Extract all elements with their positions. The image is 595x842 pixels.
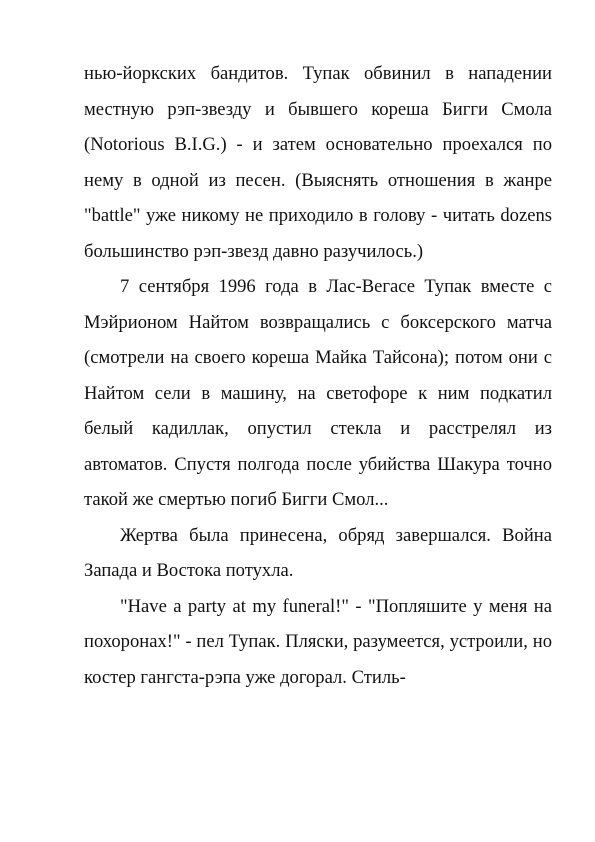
paragraph-funeral: "Have a party at my funeral!" - "Попляшите у меня на похоронах!" - пел Тупак. Пляски, разумеется, устроили, но костер гангста-рэпа уже догорал. Стиль- bbox=[84, 595, 552, 688]
paragraph-sacrifice: Жертва была принесена, обряд завершался. Война Запада и Востока потухла. bbox=[84, 524, 552, 581]
paragraph-shooting: 7 сентября 1996 года в Лас-Вегасе Тупак вместе с Мэйрионом Найтом возвращались с боксерского матча (смотрели на своего кореша Майка Тайсона); потом они с Найтом сели в машину, на светофоре к ним подкатил белый кадиллак, опустил стекла и расстрелял из автоматов. Спустя полгода после убийства Шакура точно такой же смертью погиб Бигги Смол... bbox=[84, 276, 552, 510]
body-text bbox=[84, 56, 552, 695]
paragraph-continuation: нью-йоркских бандитов. Тупак обвинил в нападении местную рэп-звезду и бывшего кореша Бигги Смола (Notorious B.I.G.) - и затем основательно проехался по нему в одной из песен. (Выяснять отношения в жанре "battle" уже никому не приходило в голову - читать dozens большинство рэп-звезд давно разучилось.) bbox=[84, 63, 552, 262]
